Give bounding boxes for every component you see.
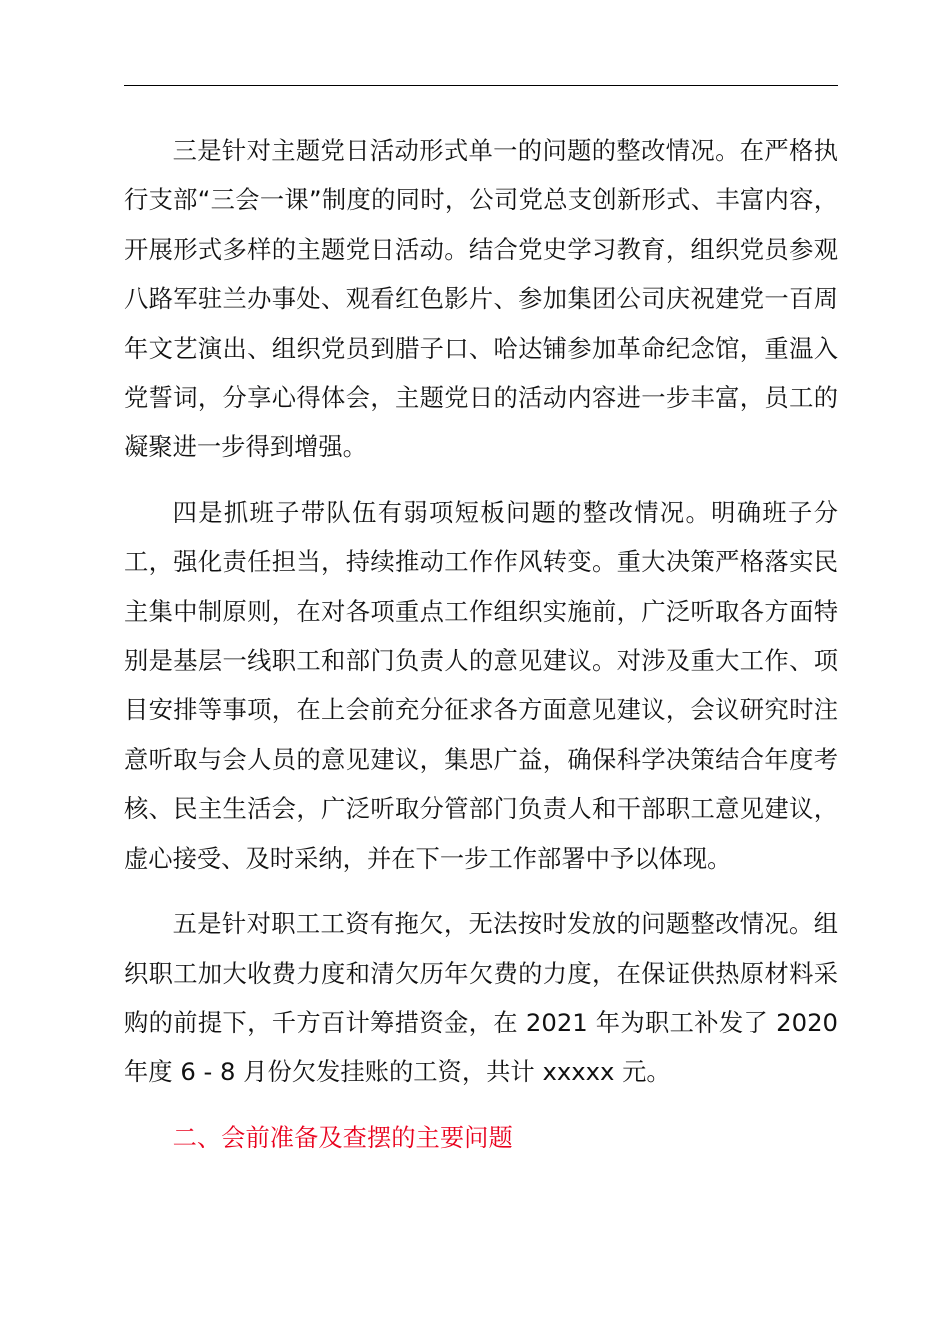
paragraph-item-3: 三是针对主题党日活动形式单一的问题的整改情况。在严格执行支部“三会一课”制度的同时，公司党总支创新形式、丰富内容，开展形式多样的主题党日活动。结合党史学习教育，组织党员参观八路军驻兰办事处、观看红色影片、参加集团公司庆祝建党一百周年文艺演出、组织党员到腊子口、哈达铺参加革命纪念馆，重温入党誓词，分享心得体会，主题党日的活动内容进一步丰富，员工的凝聚进一步得到增强。 xyxy=(124,136,838,462)
section-heading: 二、会前准备及查摆的主要问题 xyxy=(172,1122,513,1152)
paragraph-item-4: 四是抓班子带队伍有弱项短板问题的整改情况。明确班子分工，强化责任担当，持续推动工作作风转变。重大决策严格落实民主集中制原则，在对各项重点工作组织实施前，广泛听取各方面特别是基层一线职工和部门负责人的意见建议。对涉及重大工作、项目安排等事项，在上会前充分征求各方面意见建议，会议研究时注意听取与会人员的意见建议，集思广益，确保科学决策结合年度考核、民主生活会，广泛听取分管部门负责人和干部职工意见建议，虚心接受、及时采纳，并在下一步工作部署中予以体现。 xyxy=(124,497,838,873)
document-body xyxy=(124,126,838,1162)
header-rule xyxy=(124,85,838,86)
paragraph-item-5: 五是针对职工工资有拖欠，无法按时发放的问题整改情况。组织职工加大收费力度和清欠历年欠费的力度，在保证供热原材料采购的前提下，千方百计筹措资金，在 2021 年为职工补发了 2020 年度 6 - 8 月份欠发挂账的工资，共计 xxxxx 元。 xyxy=(124,909,838,1087)
